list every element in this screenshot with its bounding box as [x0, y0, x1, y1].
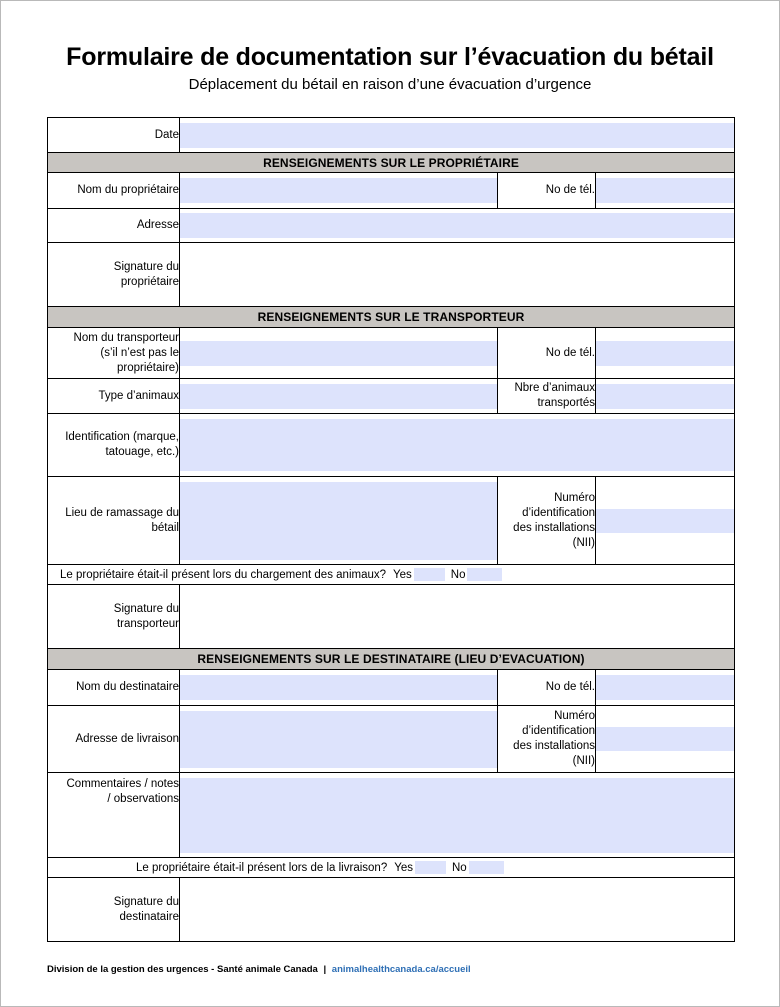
identification-label-line1: Identification (marque,	[65, 431, 179, 443]
owner-name-label: Nom du propriétaire	[48, 173, 180, 209]
form-title: Formulaire de documentation sur l’évacuation du bétail	[66, 43, 714, 71]
transporter-section-header: RENSEIGNEMENTS SUR LE TRANSPORTEUR	[48, 307, 735, 328]
date-cell	[180, 118, 735, 153]
transporter-phone-cell	[596, 328, 735, 379]
identification-row	[48, 414, 735, 477]
delivery-pid-field[interactable]	[596, 727, 734, 751]
owner-signature-field[interactable]	[180, 243, 735, 307]
loading-question-cell	[48, 565, 735, 585]
pickup-cell	[180, 477, 498, 565]
delivery-pid-cell	[596, 706, 735, 773]
owner-name-cell	[180, 173, 498, 209]
owner-name-field[interactable]	[180, 178, 497, 203]
loading-yes-option	[393, 568, 445, 581]
recipient-name-cell	[180, 670, 498, 706]
owner-section-header: RENSEIGNEMENTS SUR LE PROPRIÉTAIRE	[48, 153, 735, 173]
delivery-no-option	[452, 861, 504, 874]
form-subtitle: Déplacement du bétail en raison d’une évacuation d’urgence	[188, 76, 592, 93]
footer-link[interactable]: animalhealthcanada.ca/accueil	[331, 964, 471, 975]
pickup-pid-field[interactable]	[596, 509, 734, 533]
recipient-phone-cell	[596, 670, 735, 706]
transporter-signature-field[interactable]	[180, 585, 735, 649]
identification-label	[48, 414, 180, 477]
delivery-row	[48, 706, 735, 773]
recipient-section-row	[48, 649, 735, 670]
owner-phone-label: No de tél.	[498, 173, 596, 209]
owner-address-field[interactable]	[180, 213, 734, 238]
transporter-signature-label-line1: Signature du	[113, 602, 179, 615]
footer	[47, 964, 471, 975]
owner-address-row	[48, 209, 735, 243]
owner-signature-row	[48, 243, 735, 307]
date-row	[48, 118, 735, 153]
recipient-signature-label	[48, 878, 180, 942]
comments-cell	[180, 773, 735, 858]
animal-count-label	[498, 379, 596, 414]
transporter-name-field[interactable]	[180, 341, 497, 366]
recipient-phone-label: No de tél.	[498, 670, 596, 706]
comments-row	[48, 773, 735, 858]
delivery-yes-option	[394, 861, 446, 874]
delivery-no-box[interactable]	[469, 861, 504, 874]
pickup-row	[48, 477, 735, 565]
comments-field[interactable]	[180, 778, 734, 853]
pickup-pid-label-line2: d’identification	[522, 506, 595, 519]
loading-question-text: Le propriétaire était-il présent lors du chargement des animaux?	[60, 568, 387, 581]
animal-count-label-line2: transportés	[537, 397, 595, 409]
date-label: Date	[48, 118, 180, 153]
recipient-signature-row	[48, 878, 735, 942]
pickup-pid-label-line3: des installations	[513, 521, 595, 534]
pickup-pid-label-line1: Numéro	[554, 491, 595, 504]
delivery-yes-box[interactable]	[415, 861, 446, 874]
delivery-pid-label-line4: (NII)	[572, 755, 595, 767]
pickup-label-line2: bétail	[151, 521, 179, 534]
owner-signature-label-line1: Signature du	[113, 260, 179, 273]
owner-section-row	[48, 153, 735, 173]
delivery-cell	[180, 706, 498, 773]
loading-no-box[interactable]	[467, 568, 502, 581]
recipient-phone-field[interactable]	[596, 675, 734, 700]
loading-no-label: No	[450, 568, 466, 581]
recipient-signature-field[interactable]	[180, 878, 735, 942]
owner-phone-cell	[596, 173, 735, 209]
identification-field[interactable]	[180, 419, 734, 471]
transporter-signature-label-line2: transporteur	[116, 617, 179, 630]
loading-yes-label: Yes	[393, 568, 412, 581]
loading-yes-box[interactable]	[414, 568, 445, 581]
transporter-signature-label	[48, 585, 180, 649]
comments-label-line2: / observations	[107, 793, 179, 805]
footer-org: Division de la gestion des urgences - Santé animale Canada	[47, 964, 318, 975]
pickup-pid-label	[498, 477, 596, 565]
owner-phone-field[interactable]	[596, 178, 734, 203]
owner-address-cell	[180, 209, 735, 243]
identification-cell	[180, 414, 735, 477]
form-table	[47, 117, 735, 942]
delivery-address-field[interactable]	[180, 711, 497, 768]
footer-separator: |	[323, 964, 327, 975]
delivery-label: Adresse de livraison	[48, 706, 180, 773]
pickup-pid-label-line4: (NII)	[572, 536, 595, 549]
transporter-name-label-line1: Nom du transporteur	[73, 331, 179, 344]
identification-label-line2: tatouage, etc.)	[105, 446, 179, 458]
delivery-pid-label-line1: Numéro	[554, 710, 595, 722]
delivery-pid-label	[498, 706, 596, 773]
transporter-phone-field[interactable]	[596, 341, 734, 366]
comments-label-line1: Commentaires / notes	[66, 778, 179, 790]
delivery-pid-label-line3: des installations	[513, 740, 595, 752]
recipient-name-label: Nom du destinataire	[48, 670, 180, 706]
date-field[interactable]	[180, 123, 734, 148]
owner-signature-label-line2: propriétaire	[120, 275, 179, 288]
delivery-no-label: No	[451, 861, 467, 874]
animal-count-cell	[596, 379, 735, 414]
recipient-name-row	[48, 670, 735, 706]
transporter-name-row	[48, 328, 735, 379]
animal-count-label-line1: Nbre d’animaux	[514, 382, 595, 394]
loading-no-option	[451, 568, 503, 581]
animal-type-field[interactable]	[180, 384, 497, 409]
loading-question-row	[48, 565, 735, 585]
transporter-name-label-line3: propriétaire)	[117, 361, 179, 374]
animal-type-label: Type d’animaux	[48, 379, 180, 414]
transporter-phone-label: No de tél.	[498, 328, 596, 379]
recipient-signature-label-line1: Signature du	[113, 895, 179, 908]
delivery-pid-label-line2: d’identification	[522, 725, 595, 737]
transporter-section-row	[48, 307, 735, 328]
owner-signature-label	[48, 243, 180, 307]
transporter-name-label	[48, 328, 180, 379]
animal-type-cell	[180, 379, 498, 414]
recipient-signature-label-line2: destinataire	[119, 910, 179, 923]
animal-count-field[interactable]	[596, 384, 734, 409]
animal-type-row	[48, 379, 735, 414]
recipient-name-field[interactable]	[180, 675, 497, 700]
comments-label	[48, 773, 180, 858]
delivery-yes-label: Yes	[394, 861, 413, 874]
pickup-pid-cell	[596, 477, 735, 565]
pickup-label	[48, 477, 180, 565]
transporter-signature-row	[48, 585, 735, 649]
delivery-question-text: Le propriétaire était-il présent lors de la livraison?	[136, 861, 388, 874]
delivery-question-cell	[48, 858, 735, 878]
recipient-section-header: RENSEIGNEMENTS SUR LE DESTINATAIRE (LIEU D’EVACUATION)	[48, 649, 735, 670]
owner-address-label: Adresse	[48, 209, 180, 243]
transporter-name-label-line2: (s’il n’est pas le	[100, 346, 179, 359]
pickup-location-field[interactable]	[180, 482, 497, 560]
transporter-name-cell	[180, 328, 498, 379]
owner-name-row	[48, 173, 735, 209]
delivery-question-row	[48, 858, 735, 878]
pickup-label-line1: Lieu de ramassage du	[65, 506, 179, 519]
